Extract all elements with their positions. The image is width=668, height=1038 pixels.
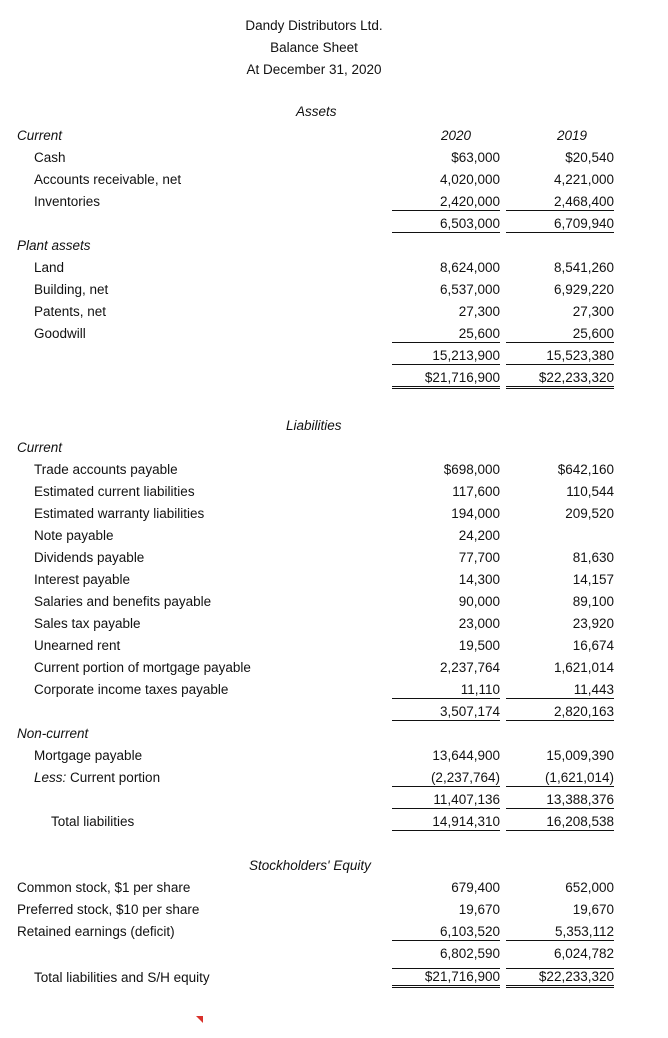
value-2020: 6,103,520 [392,924,500,941]
value-2019: 25,600 [506,326,614,343]
statement-date: At December 31, 2020 [246,62,382,77]
value-2020: 117,600 [452,484,500,499]
value-2019: 6,929,220 [553,282,614,297]
assets-current-label: Current [17,128,63,143]
value-2019: 15,009,390 [546,748,614,763]
value-2019: 2,468,400 [506,194,614,211]
statement-title: Balance Sheet [270,40,358,55]
company-name: Dandy Distributors Ltd. [245,18,383,33]
row-label: Corporate income taxes payable [34,682,229,697]
value-2019: 4,221,000 [553,172,614,187]
equity-subtotal-2019: 6,024,782 [553,946,614,961]
year-header-2019: 2019 [556,128,588,143]
row-label: Building, net [34,282,109,297]
row-label: Unearned rent [34,638,121,653]
value-2020: $63,000 [451,150,500,165]
value-2020: 27,300 [458,304,500,319]
row-label: Preferred stock, $10 per share [17,902,200,917]
equity-subtotal-2020: 6,802,590 [439,946,500,961]
row-label: Current portion of mortgage payable [34,660,251,675]
row-label: Estimated current liabilities [34,484,195,499]
equity-heading: Stockholders' Equity [249,858,371,873]
total-assets-2019: $22,233,320 [506,370,614,389]
plant-assets-subtotal-2019: 15,523,380 [506,348,614,365]
noncurrent-subtotal-2019: 13,388,376 [506,792,614,809]
value-2020: 23,000 [458,616,500,631]
year-header-2020: 2020 [440,128,472,143]
assets-heading: Assets [296,104,337,119]
value-2019: 16,674 [572,638,614,653]
value-2020: 8,624,000 [439,260,500,275]
value-2020: 19,500 [458,638,500,653]
value-2019: 8,541,260 [553,260,614,275]
value-2020: 6,537,000 [439,282,500,297]
total-liabilities-equity-2020: $21,716,900 [392,968,500,988]
value-2020: 90,000 [458,594,500,609]
value-2020: 2,420,000 [392,194,500,211]
value-2019: (1,621,014) [506,770,614,787]
value-2019: 81,630 [572,550,614,565]
value-2020: 14,300 [458,572,500,587]
value-2020: 25,600 [392,326,500,343]
less-prefix: Less: [34,770,67,785]
value-2019: 110,544 [566,484,614,499]
current-liabilities-subtotal-2020: 3,507,174 [392,704,500,721]
value-2019: 1,621,014 [553,660,614,675]
comment-flag-icon [196,1016,203,1023]
value-2020: 77,700 [458,550,500,565]
value-2019: 89,100 [572,594,614,609]
row-label: Cash [34,150,66,165]
value-2019: 209,520 [565,506,614,521]
row-label: Common stock, $1 per share [17,880,191,895]
plant-assets-subtotal-2020: 15,213,900 [392,348,500,365]
row-label: Note payable [34,528,114,543]
less-label: Current portion [66,770,161,785]
value-2020: 13,644,900 [432,748,500,763]
noncurrent-liabilities-label: Non-current [17,726,89,741]
row-label: Retained earnings (deficit) [17,924,175,939]
value-2019: 19,670 [572,902,614,917]
value-2019: 14,157 [572,572,614,587]
row-label [34,770,160,786]
current-assets-subtotal-2019: 6,709,940 [506,216,614,233]
value-2020: $698,000 [443,462,500,477]
current-assets-subtotal-2020: 6,503,000 [392,216,500,233]
current-liabilities-subtotal-2019: 2,820,163 [506,704,614,721]
value-2020: 24,200 [458,528,500,543]
noncurrent-subtotal-2020: 11,407,136 [392,792,500,809]
value-2019: 5,353,112 [506,924,614,941]
row-label: Land [34,260,65,275]
plant-assets-label: Plant assets [17,238,91,253]
value-2020: 679,400 [451,880,500,895]
value-2019: 27,300 [572,304,614,319]
row-label: Trade accounts payable [34,462,178,477]
value-2020: 4,020,000 [439,172,500,187]
value-2020: 194,000 [451,506,500,521]
row-label: Estimated warranty liabilities [34,506,205,521]
value-2020: 19,670 [458,902,500,917]
row-label: Inventories [34,194,101,209]
value-2020: 11,110 [392,682,500,699]
row-label: Patents, net [34,304,107,319]
value-2020: (2,237,764) [392,770,500,787]
row-label: Mortgage payable [34,748,143,763]
value-2019: $20,540 [565,150,614,165]
total-liabilities-equity-label: Total liabilities and S/H equity [34,970,210,985]
liabilities-heading: Liabilities [286,418,342,433]
value-2019: 23,920 [572,616,614,631]
value-2019: 652,000 [565,880,614,895]
total-liabilities-2020: 14,914,310 [392,814,500,831]
current-liabilities-label: Current [17,440,63,455]
total-liabilities-equity-2019: $22,233,320 [506,968,614,988]
total-liabilities-2019: 16,208,538 [506,814,614,831]
value-2020: 2,237,764 [439,660,500,675]
value-2019: $642,160 [557,462,614,477]
value-2019: 11,443 [506,682,614,699]
row-label: Interest payable [34,572,131,587]
row-label: Accounts receivable, net [34,172,182,187]
row-label: Sales tax payable [34,616,141,631]
total-assets-2020: $21,716,900 [392,370,500,389]
total-liabilities-label: Total liabilities [51,814,135,829]
row-label: Dividends payable [34,550,145,565]
row-label: Salaries and benefits payable [34,594,212,609]
row-label: Goodwill [34,326,86,341]
